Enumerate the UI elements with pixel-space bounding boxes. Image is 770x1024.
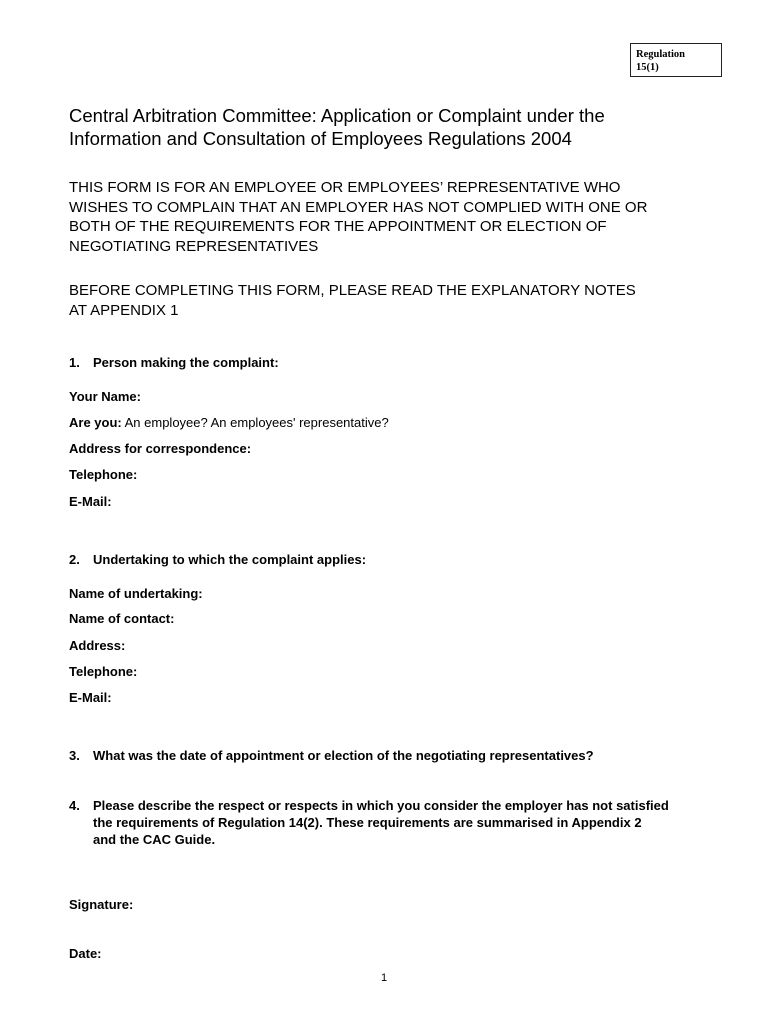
regulation-reference-box <box>630 43 722 77</box>
field-label: Your Name: <box>69 389 141 404</box>
section-2-heading <box>69 551 366 568</box>
section-4-question <box>69 797 729 847</box>
section-number: 3. <box>69 748 80 763</box>
undertaking-name-field[interactable] <box>69 585 203 602</box>
page-number: 1 <box>381 972 388 984</box>
title-line: Central Arbitration Committee: Application or Complaint under the <box>69 105 605 126</box>
regulation-number: 15(1) <box>636 62 659 73</box>
field-label: Address: <box>69 638 126 653</box>
email-field[interactable] <box>69 493 112 510</box>
field-label: Name of undertaking: <box>69 586 203 601</box>
field-label: Are you: <box>69 415 122 430</box>
read-notes-notice <box>69 281 729 320</box>
notice-line: AT APPENDIX 1 <box>69 301 179 319</box>
form-purpose-notice <box>69 178 729 256</box>
question-text: What was the date of appointment or election of the negotiating representatives? <box>93 748 594 763</box>
question-line: the requirements of Regulation 14(2). These requirements are summarised in Appendix 2 <box>93 815 642 830</box>
role-options: An employee? An employees' representative? <box>121 415 389 430</box>
question-text <box>93 797 733 848</box>
section-3-question <box>69 747 594 764</box>
are-you-field[interactable] <box>69 414 389 431</box>
contact-name-field[interactable] <box>69 610 174 627</box>
field-label: Address for correspondence: <box>69 441 252 456</box>
section-number: 2. <box>69 552 80 567</box>
field-label: Signature: <box>69 897 134 912</box>
section-1-heading <box>69 354 279 371</box>
field-label: E-Mail: <box>69 494 112 509</box>
notice-line: BEFORE COMPLETING THIS FORM, PLEASE READ THE EXPLANATORY NOTES <box>69 282 636 299</box>
notice-line: WISHES TO COMPLAIN THAT AN EMPLOYER HAS NOT COMPLIED WITH ONE OR <box>69 198 648 216</box>
address-for-correspondence-field[interactable] <box>69 440 251 457</box>
field-label: Telephone: <box>69 467 138 482</box>
your-name-field[interactable] <box>69 388 141 405</box>
field-label: E-Mail: <box>69 690 112 705</box>
regulation-label: Regulation <box>636 49 686 60</box>
notice-line: THIS FORM IS FOR AN EMPLOYEE OR EMPLOYEES’ REPRESENTATIVE WHO <box>69 179 621 196</box>
section-number: 1. <box>69 355 80 370</box>
undertaking-address-field[interactable] <box>69 637 125 654</box>
date-field[interactable] <box>69 945 102 962</box>
section-title: Undertaking to which the complaint applies: <box>93 552 367 567</box>
question-line: and the CAC Guide. <box>93 832 216 847</box>
section-number: 4. <box>69 798 80 813</box>
title-line: Information and Consultation of Employees Regulations 2004 <box>69 128 572 149</box>
telephone-field[interactable] <box>69 466 137 483</box>
notice-line: BOTH OF THE REQUIREMENTS FOR THE APPOINTMENT OR ELECTION OF <box>69 218 607 235</box>
section-title: Person making the complaint: <box>93 355 279 370</box>
field-label: Telephone: <box>69 664 138 679</box>
signature-field[interactable] <box>69 896 133 913</box>
notice-line: NEGOTIATING REPRESENTATIVES <box>69 237 319 255</box>
field-label: Date: <box>69 946 102 961</box>
question-line: Please describe the respect or respects in which you consider the employer has not satisfied <box>93 798 669 813</box>
field-label: Name of contact: <box>69 611 175 626</box>
undertaking-telephone-field[interactable] <box>69 663 137 680</box>
page-title <box>69 104 709 150</box>
undertaking-email-field[interactable] <box>69 689 112 706</box>
